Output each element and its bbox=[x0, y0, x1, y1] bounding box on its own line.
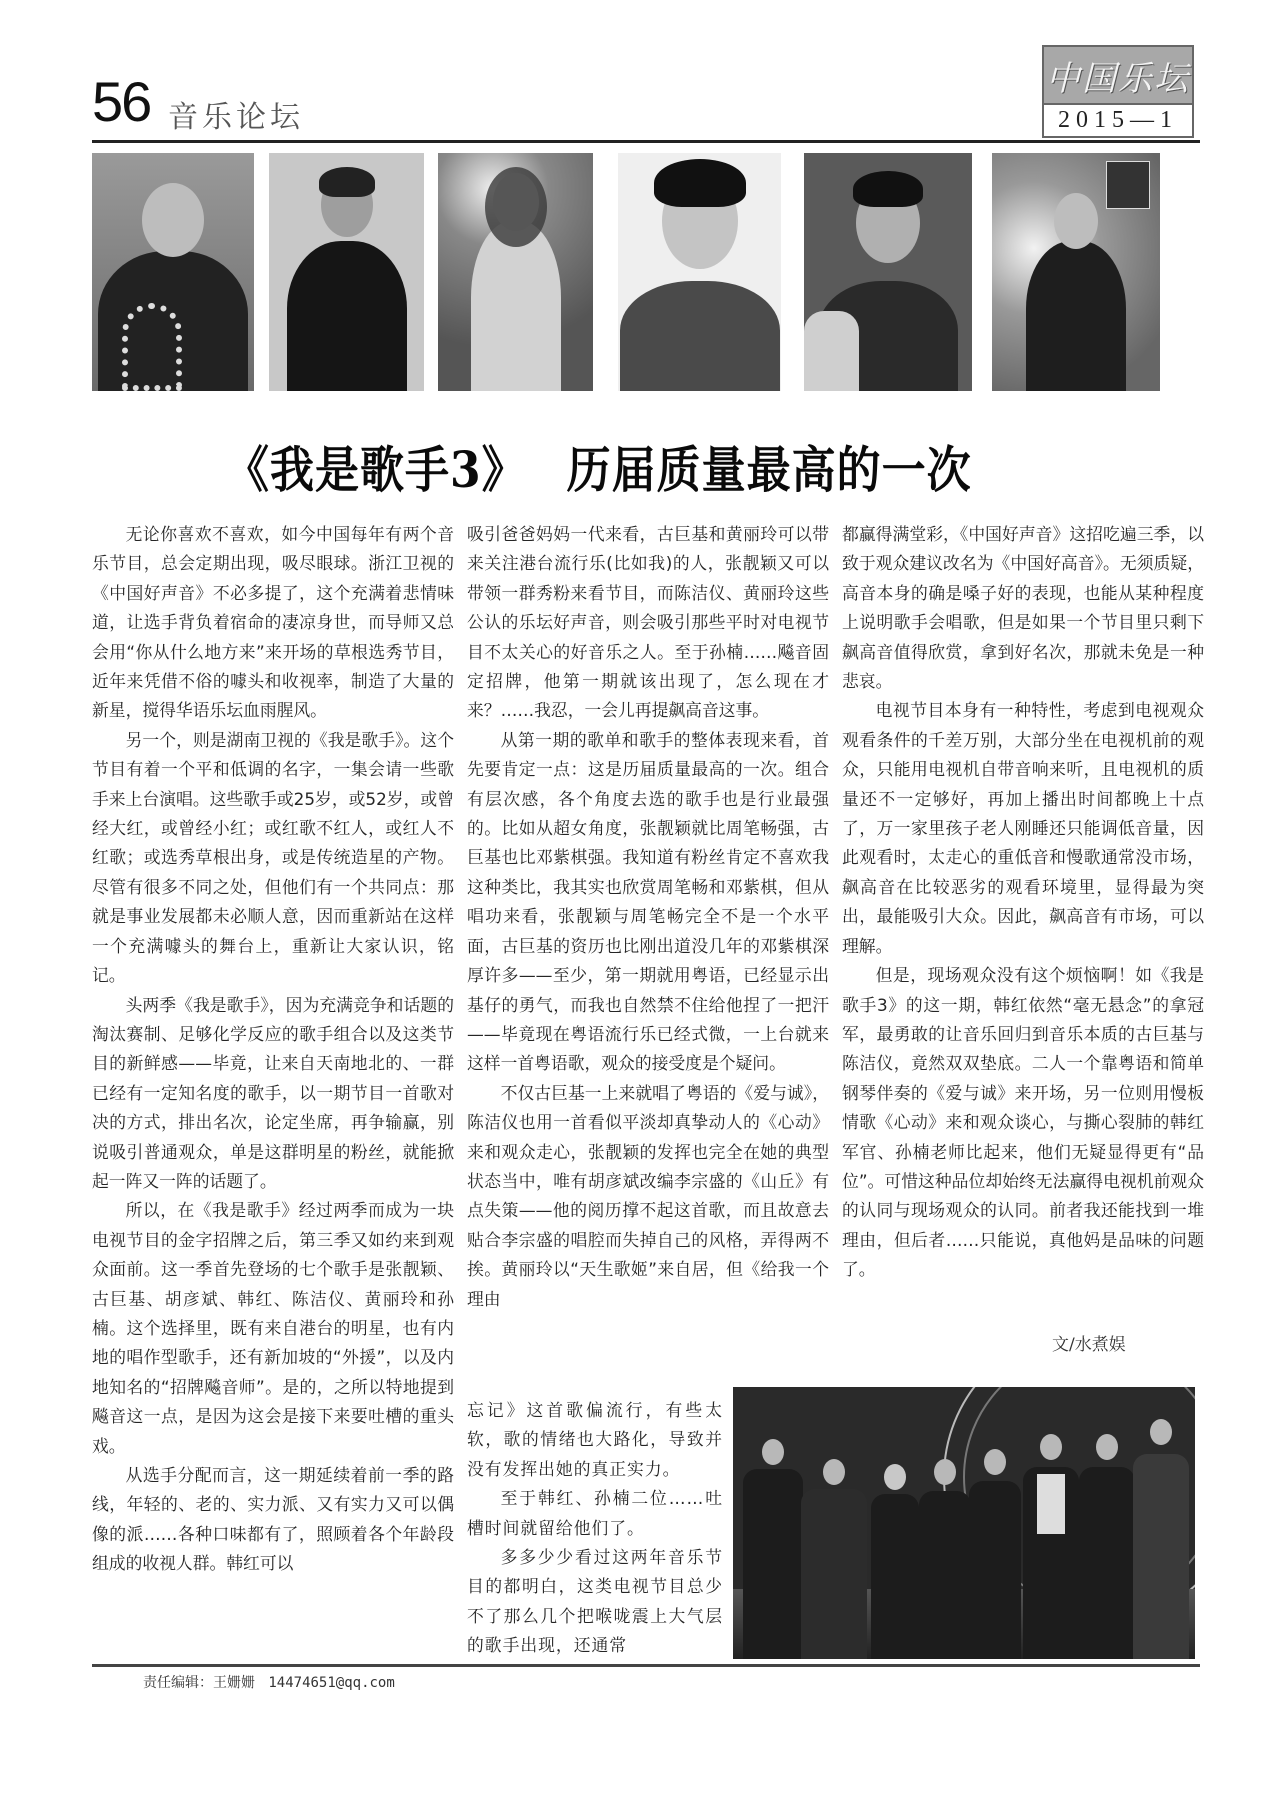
header-divider bbox=[92, 140, 1200, 143]
paragraph: 多多少少看过这两年音乐节目的都明白，这类电视节目总少不了那么几个把喉咙震上大气层的歌手出现，还通常 bbox=[467, 1547, 723, 1656]
group-person bbox=[801, 1459, 867, 1659]
paragraph: 所以，在《我是歌手》经过两季而成为一块电视节目的金字招牌之后，第三季又如约来到观众面前。这一季首先登场的七个歌手是张靓颖、古巨基、胡彦斌、韩红、陈洁仪、黄丽玲和孙楠。这个选择里，既有来自港台的明星，也有内地的唱作型歌手，还有新加坡的“外援”，以及内地知名的“招牌飚音师”。是的，之所以特地提到飚音这一点，是因为这会是接下来要吐槽的重头戏。 bbox=[92, 1200, 454, 1456]
author-byline: 文/水煮娱 bbox=[1052, 1335, 1126, 1355]
article-column-1 bbox=[92, 520, 454, 1579]
page-footer bbox=[143, 1672, 395, 1692]
article-headline bbox=[225, 430, 1085, 502]
paragraph: 头两季《我是歌手》，因为充满竞争和话题的淘汰赛制、足够化学反应的歌手组合以及这类节目的新鲜感——毕竟，让来自天南地北的、一群已经有一定知名度的歌手，以一期节目一首歌对决的方式，排出名次，论定坐席，再争输赢，别说吸引普通观众，单是这群明星的粉丝，就能掀起一阵又一阵的话题了。 bbox=[92, 994, 454, 1191]
singer-photo-strip bbox=[92, 153, 1202, 391]
article-column-3 bbox=[842, 520, 1204, 1285]
singer-photo-2 bbox=[269, 153, 424, 391]
headline-show-title: 《我是歌手3》 bbox=[225, 442, 527, 500]
singer-photo-6 bbox=[992, 153, 1160, 391]
singer-photo-5 bbox=[804, 153, 972, 391]
paragraph: 无论你喜欢不喜欢，如今中国每年有两个音乐节目，总会定期出现，吸尽眼球。浙江卫视的《中国好声音》不必多提了，这个充满着悲情味道，让选手背负着宿命的凄凉身世，而导师又总会用“你从什么地方来”来开场的草根选秀节目，近年来凭借不俗的噱头和收视率，制造了大量的新星，搅得华语乐坛血雨腥风。 bbox=[92, 524, 454, 721]
article-column-2-continued bbox=[467, 1396, 723, 1661]
paragraph: 从选手分配而言，这一期延续着前一季的路线，年轻的、老的、实力派、又有实力又可以偶像的派……各种口味都有了，照顾着各个年龄段组成的收视人群。韩红可以 bbox=[92, 1465, 454, 1574]
group-person bbox=[1079, 1434, 1135, 1659]
paragraph: 另一个，则是湖南卫视的《我是歌手》。这个节目有着一个平和低调的名字，一集会请一些歌手来上台演唱。这些歌手或25岁，或52岁，或曾经大红，或曾经小红；或红歌不红人，或红人不红歌；或选秀草根出身，或是传统造星的产物。尽管有很多不同之处，但他们有一个共同点：那就是事业发展都未必顺人意，因而重新站在这样一个充满噱头的舞台上，重新让大家认识，铭记。 bbox=[92, 729, 454, 986]
paragraph: 吸引爸爸妈妈一代来看，古巨基和黄丽玲可以带来关注港台流行乐(比如我)的人，张靓颖又可以带领一群秀粉来看节目，而陈洁仪、黄丽玲这些公认的乐坛好声音，则会吸引那些平时对电视节目不太关心的好音乐之人。至于孙楠……飚音固定招牌，他第一期就该出现了，怎么现在才来？……我忍，一会儿再提飙高音这事。 bbox=[467, 524, 829, 721]
masthead-logo bbox=[1042, 45, 1194, 138]
singer-photo-1 bbox=[92, 153, 254, 391]
headline-subtitle: 历届质量最高的一次 bbox=[566, 442, 972, 500]
editor-credit: 责任编辑：王姗姗 bbox=[143, 1675, 255, 1691]
group-person bbox=[1133, 1419, 1189, 1659]
section-title: 音乐论坛 bbox=[168, 100, 304, 135]
issue-number: 2015—1 bbox=[1044, 105, 1192, 136]
paragraph: 都赢得满堂彩，《中国好声音》这招吃遍三季，以致于观众建议改名为《中国好高音》。无须质疑，高音本身的确是嗓子好的表现，也能从某种程度上说明歌手会唱歌，但是如果一个节目里只剩下飙高音值得欣赏，拿到好名次，那就未免是一种悲哀。 bbox=[842, 524, 1204, 692]
group-person bbox=[969, 1449, 1021, 1659]
group-person bbox=[1023, 1434, 1079, 1659]
paragraph: 忘记》这首歌偏流行，有些太软，歌的情绪也大路化，导致并没有发挥出她的真正实力。 bbox=[467, 1400, 723, 1479]
page-header bbox=[92, 40, 1200, 148]
editor-email[interactable]: 14474651@qq.com bbox=[268, 1675, 395, 1691]
group-photo bbox=[733, 1387, 1195, 1659]
group-person bbox=[871, 1464, 919, 1659]
page-number: 56 bbox=[92, 70, 151, 133]
paragraph: 至于韩红、孙楠二位……吐槽时间就留给他们了。 bbox=[467, 1488, 723, 1538]
article-column-2 bbox=[467, 520, 829, 1314]
masthead-title: 中国乐坛 bbox=[1044, 47, 1192, 105]
singer-photo-4 bbox=[618, 153, 781, 391]
paragraph: 不仅古巨基一上来就唱了粤语的《爱与诚》，陈洁仪也用一首看似平淡却真挚动人的《心动》来和观众走心，张靓颖的发挥也完全在她的典型状态当中，唯有胡彦斌改编李宗盛的《山丘》有点失策——他的阅历撑不起这首歌，而且故意去贴合李宗盛的唱腔而失掉自己的风格，弄得两不挨。黄丽玲以“天生歌姬”来自居，但《给我一个理由 bbox=[467, 1082, 829, 1309]
paragraph: 电视节目本身有一种特性，考虑到电视观众观看条件的千差万别，大部分坐在电视机前的观众，只能用电视机自带音响来听，且电视机的质量还不一定够好，再加上播出时间都晚上十点了，万一家里孩子老人刚睡还只能调低音量，因此观看时，太走心的重低音和慢歌通常没市场，飙高音在比较恶劣的观看环境里，显得最为突出，最能吸引大众。因此，飙高音有市场，可以理解。 bbox=[842, 700, 1204, 956]
paragraph: 从第一期的歌单和歌手的整体表现来看，首先要肯定一点：这是历届质量最高的一次。组合有层次感，各个角度去选的歌手也是行业最强的。比如从超女角度，张靓颖就比周笔畅强，古巨基也比邓紫棋强。我知道有粉丝肯定不喜欢我这种类比，我其实也欣赏周笔畅和邓紫棋，但从唱功来看，张靓颖与周笔畅完全不是一个水平面，古巨基的资历也比刚出道没几年的邓紫棋深厚许多——至少，第一期就用粤语，已经显示出基仔的勇气，而我也自然禁不住给他捏了一把汗——毕竟现在粤语流行乐已经式微，一上台就来这样一首粤语歌，观众的接受度是个疑问。 bbox=[467, 729, 829, 1074]
group-person bbox=[743, 1439, 803, 1659]
footer-divider bbox=[92, 1664, 1200, 1667]
group-person bbox=[919, 1459, 971, 1659]
paragraph: 但是，现场观众没有这个烦恼啊！如《我是歌手3》的这一期，韩红依然“毫无悬念”的拿冠军，最勇敢的让音乐回归到音乐本质的古巨基与陈洁仪，竟然双双垫底。二人一个靠粤语和简单钢琴伴奏的《爱与诚》来开场，另一位则用慢板情歌《心动》来和观众谈心，与撕心裂肺的韩红军官、孙楠老师比起来，他们无疑显得更有“品位”。可惜这种品位却始终无法赢得电视机前观众的认同与现场观众的认同。前者我还能找到一堆理由，但后者……只能说，真他妈是品味的问题了。 bbox=[842, 965, 1204, 1280]
singer-photo-3 bbox=[438, 153, 593, 391]
